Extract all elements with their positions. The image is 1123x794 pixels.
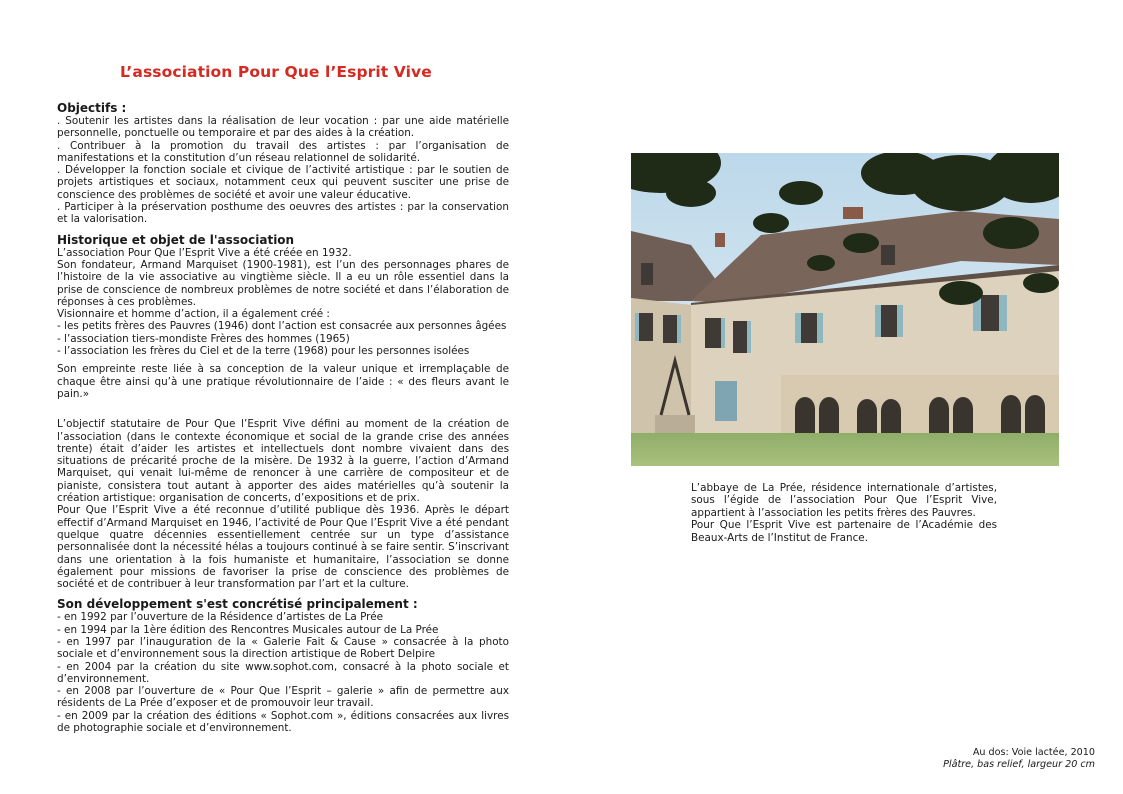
objectif-item: . Soutenir les artistes dans la réalisation de leur vocation : par une aide matérielle personnelle, ponctuelle ou temporaire et par des aides à la création. [57,115,509,140]
left-text-column [57,101,509,734]
credit-work: Au dos: Voie lactée, 2010 [972,747,1095,758]
developpement-item: - en 2009 par la création des éditions « Sophot.com », éditions consacrées aux livres de photographie sociale et d’environnement. [57,709,509,735]
objet-paragraph: Pour Que l’Esprit Vive a été reconnue d’utilité publique dès 1936. Après le départ effectif d’Armand Marquiset en 1946, l’activité de Pour Que l’Esprit Vive a été pendant quelque quatre décennies essentiellement centrée sur un type d’assistance personnalisée dont la nécessité hélas a toujours continué à se faire sentir. S’inscrivant dans une orientation à la fois humaniste et humanitaire, l’association se donne également pour missions de favoriser la prise de conscience des problèmes de société et de contribuer à leur transformation par l’art et la culture. [57,504,509,591]
caption-line: Pour Que l’Esprit Vive est partenaire de l’Académie des Beaux-Arts de l’Institut de France. [691,519,997,544]
caption-line: L’abbaye de La Prée, résidence internationale d’artistes, sous l’égide de l’association Pour Que l’Esprit Vive, appartient à l’association les petits frères des Pauvres. [691,482,997,519]
developpement-item: - en 1992 par l’ouverture de la Résidence d’artistes de La Prée [57,611,383,624]
developpement-item: - en 1997 par l’inauguration de la « Galerie Fait & Cause » consacrée à la photo sociale et d’environnement sous la direction artistique de Robert Delpire [57,635,509,661]
page-title: L’association Pour Que l’Esprit Vive [120,63,432,81]
historique-list-item: - les petits frères des Pauvres (1946) dont l’action est consacrée aux personnes âgées [57,320,507,333]
objet-paragraph: L’objectif statutaire de Pour Que l’Esprit Vive défini au moment de la création de l’association (dans le contexte économique et social de la grande crise des années trente) était d’aider les artistes et intellectuels dont nombre vivaient dans des situations de précarité proche de la misère. De 1932 à la guerre, l’action d’Armand Marquiset, qui venait lui-même de renoncer à une carrière de compositeur et de pianiste, consistera tout autant à apporter des aides matérielles qu’à soutenir la création artistique: organisation de concerts, d’expositions et de prix. [57,418,509,505]
historique-paragraph: Visionnaire et homme d’action, il a également créé : [57,308,330,321]
artwork-credit [943,747,1095,770]
developpement-item: - en 2008 par l’ouverture de « Pour Que l’Esprit – galerie » afin de permettre aux résidents de La Prée d’exposer et de promouvoir leur travail. [57,685,509,710]
historique-list-item: - l’association les frères du Ciel et de la terre (1968) pour les personnes isolées [57,345,470,358]
photo-caption [691,482,997,544]
objectif-item: . Contribuer à la promotion du travail des artistes : par l’organisation de manifestations et la constitution d’un réseau relationnel de solidarité. [57,139,509,164]
empreinte-paragraph: Son empreinte reste liée à sa conception de la valeur unique et irremplaçable de chaque être ainsi qu’à une pratique révolutionnaire de l’aide : « des fleurs avant le pain.» [57,363,509,400]
objectif-item: . Développer la fonction sociale et civique de l’activité artistique : par le soutien de projets artistiques et sociaux, notamment ceux qui peuvent susciter une prise de conscience des problèmes de société et avoir une valeur éducative. [57,164,509,201]
developpement-heading: Son développement s'est concrétisé principalement : [57,597,418,612]
objectifs-heading: Objectifs : [57,101,127,115]
historique-list-item: - l’association tiers-mondiste Frères des hommes (1965) [57,332,350,345]
developpement-item: - en 2004 par la création du site www.sophot.com, consacré à la photo sociale et d’environnement. [57,660,509,685]
abbaye-de-la-pree-photo [631,153,1059,466]
developpement-item: - en 1994 par la 1ère édition des Rencontres Musicales autour de La Prée [57,623,439,636]
historique-paragraph: L’association Pour Que l’Esprit Vive a été créée en 1932. [57,246,352,259]
historique-paragraph: Son fondateur, Armand Marquiset (1900-1981), est l’un des personnages phares de l’histoire de la vie associative au vingtième siècle. Il a eu un rôle essentiel dans la prise de conscience de nombreux problèmes de notre société et dans l’élaboration de réponses à ces problèmes. [57,258,509,308]
credit-medium: Plâtre, bas relief, largeur 20 cm [943,758,1095,770]
historique-heading: Historique et objet de l'association [57,232,295,247]
objectif-item: . Participer à la préservation posthume des oeuvres des artistes : par la conservation et la valorisation. [57,201,509,226]
